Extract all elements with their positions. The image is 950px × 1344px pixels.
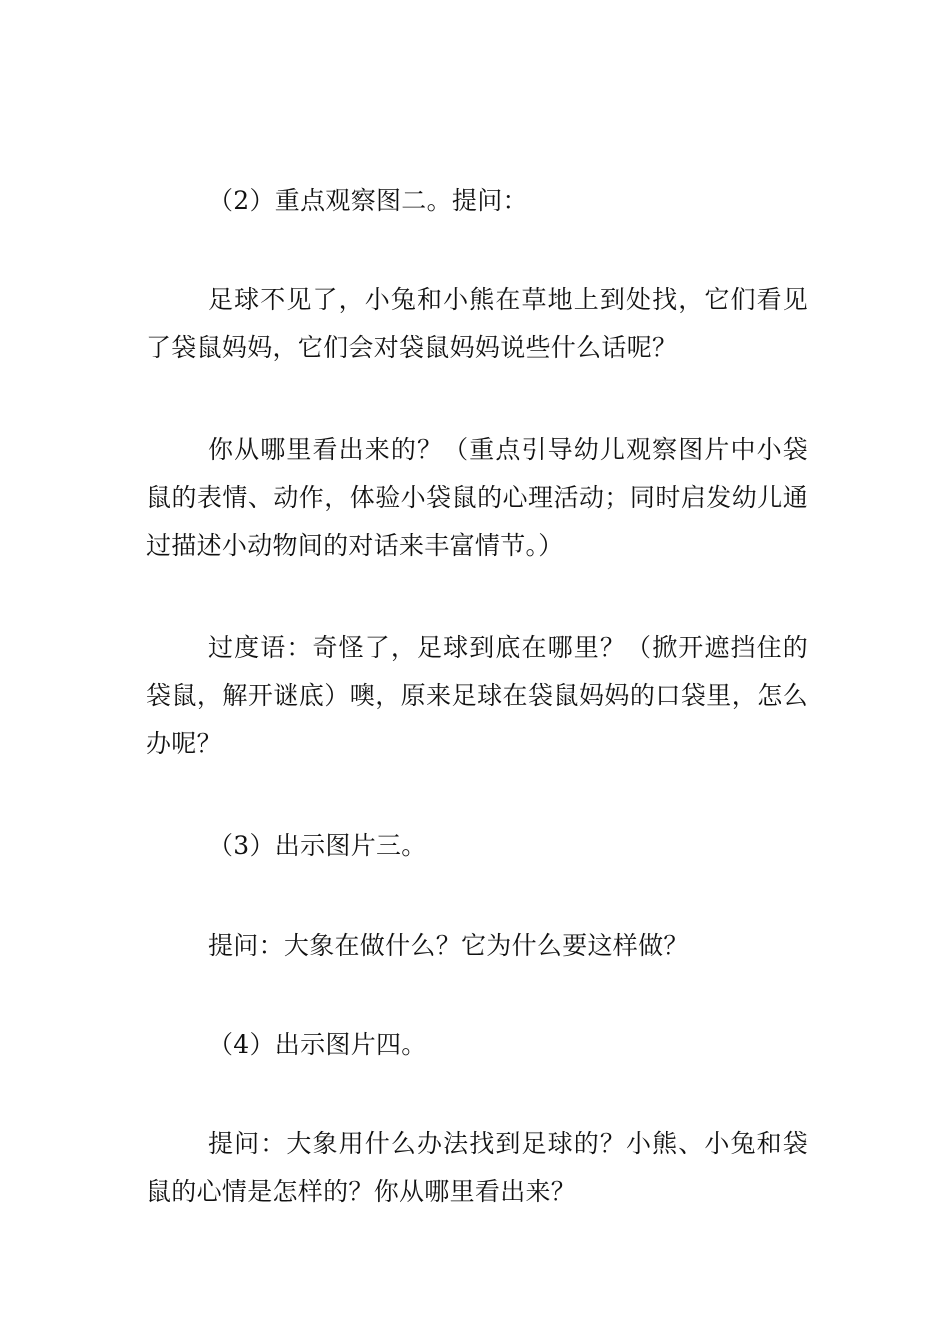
paragraph-picture-four: （4）出示图片四。 bbox=[208, 1030, 427, 1059]
paragraph-elephant-question: 提问：大象在做什么？它为什么要这样做？ bbox=[208, 931, 689, 960]
paragraph-transition: 过度语：奇怪了，足球到底在哪里？（掀开遮挡住的袋鼠，解开谜底）噢，原来足球在袋鼠妈妈的口袋里，怎么办呢？ bbox=[146, 633, 808, 758]
paragraph-final-question: 提问：大象用什么办法找到足球的？小熊、小兔和袋鼠的心情是怎样的？你从哪里看出来？ bbox=[146, 1129, 808, 1206]
paragraph-observe-picture-two: （2）重点观察图二。提问： bbox=[208, 186, 528, 215]
paragraph-guide-observation: 你从哪里看出来的？（重点引导幼儿观察图片中小袋鼠的表情、动作，体验小袋鼠的心理活动；同时启发幼儿通过描述小动物间的对话来丰富情节。） bbox=[146, 435, 808, 560]
paragraph-football-missing: 足球不见了，小兔和小熊在草地上到处找，它们看见了袋鼠妈妈，它们会对袋鼠妈妈说些什么话呢？ bbox=[146, 285, 808, 362]
paragraph-picture-three: （3）出示图片三。 bbox=[208, 831, 427, 860]
